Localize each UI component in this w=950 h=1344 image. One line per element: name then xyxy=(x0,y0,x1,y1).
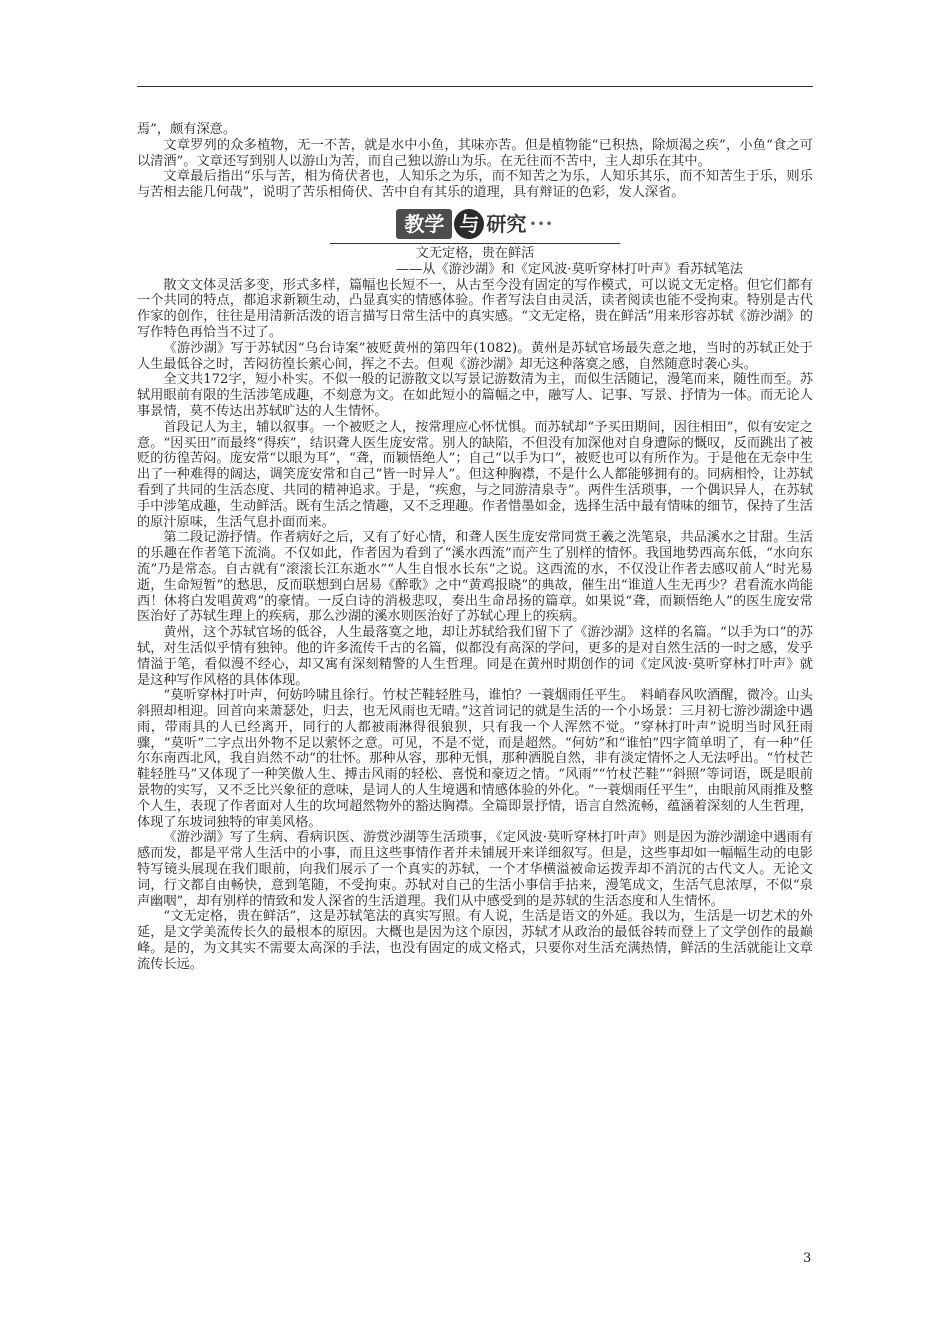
article-paragraph: 《游沙湖》写于苏轼因“乌台诗案”被贬黄州的第四年(1082)。黄州是苏轼官场最失意之地，当时的苏轼正处于人生最低谷之时，苦闷彷徨长萦心间，挥之不去。但观《游沙湖》却无这种落寞之感，自然随意时袭心头。 xyxy=(137,340,813,372)
banner-right-text: 研究 xyxy=(486,212,527,237)
article-paragraph: “文无定格，贵在鲜活”，这是苏轼笔法的真实写照。有人说，生活是语文的外延。我以为，生活是一切艺术的外延，是文学美流传长久的最根本的原因。大概也是因为这个原因，苏轼才从政治的最低谷转而登上了文学创作的最巅峰。是的，为文其实不需要太高深的手法，也没有固定的成文格式，只要你对生活充满热情，鲜活的生活就能让文章流传长远。 xyxy=(137,909,813,972)
article-subtitle: ——从《游沙湖》和《定风波·莫听穿林打叶声》看苏轼笔法 xyxy=(395,261,743,277)
section-banner xyxy=(137,208,813,246)
page-number: 3 xyxy=(803,1251,812,1266)
article-paragraph: 黄州，这个苏轼官场的低谷，人生最落寞之地，却让苏轼给我们留下了《游沙湖》这样的名篇。“以手为口”的苏轼，对生活似乎情有独钟。他的许多流传千古的名篇，似都没有高深的学问，更多的是对自然生活的一时之感，发乎情溢于笔，看似漫不经心，却又寓有深刻精警的人生哲理。同是在黄州时期创作的词《定风波·莫听穿林打叶声》就是这种写作风格的具体体现。 xyxy=(137,625,813,688)
article-paragraph: 全文共172字，短小朴实。不似一般的记游散文以写景记游数清为主，而似生活随记，漫笔而来，随性而至。苏轼用眼前有限的生活涉笔成趣，不刻意为文。在如此短小的篇幅之中，融写人、记事、写景、抒情为一体。而无论人事景情，莫不传达出苏轼旷达的人生情怀。 xyxy=(137,372,813,419)
article-paragraph: 首段记人为主，辅以叙事。一个被贬之人，按常理应心怀忧惧。而苏轼却“予买田期间，因往相田”，似有安定之意。“因买田”而最终“得疾”，结识聋人医生庞安常。别人的缺陷，不但没有加深他对自身遭际的慨叹，反而跳出了被贬的彷徨苦闷。庞安常“以眼为耳”，“聋，而颖悟绝人”；自己“以手为口”，被贬也可以有所作为。于是他在无奈中生出了一种难得的阔达，调笑庞安常和自己“皆一时异人”。但这种胸襟，不是什么人都能够拥有的。同病相怜，让苏轼看到了共同的生活态度、共同的精神追求。于是，“疾愈，与之同游清泉寺”。两件生活琐事，一个偶识异人，在苏轼手中涉笔成趣，生动鲜活。既有生活之情趣，又不乏理趣。作者惜墨如金，选择生活中最有情味的细节，保持了生活的原汁原味，生活气息扑面而来。 xyxy=(137,419,813,530)
header-rule xyxy=(137,86,813,87)
intro-paragraph: 文章罗列的众多植物，无一不苦，就是水中小鱼，其味亦苦。但是植物能“已积热，除烦渴之疾”，小鱼“食之可以清酒”。文章还写到别人以游山为苦，而自己独以游山为乐。在无往而不苦中，主人却乐在其中。 xyxy=(137,137,813,169)
article-paragraph: 第二段记游抒情。作者病好之后，又有了好心情，和聋人医生庞安常同赏王羲之洗笔泉，共品溪水之甘甜。生活的乐趣在作者笔下流淌。不仅如此，作者因为看到了“溪水西流”而产生了别样的情怀。我国地势西高东低，“水向东流”乃是常态。自古就有“滚滚长江东逝水”“人生自恨水长东”之说。这西流的水，不仅没让作者去感叹前人“时光易逝，生命短暂”的愁思，反而联想到白居易《醉歌》之中“黄鸡报晓”的典故，催生出“谁道人生无再少？君看流水尚能西！休将白发唱黄鸡”的豪情。一反白诗的消极悲叹，奏出生命昂扬的篇章。如果说“聋，而颖悟绝人”的医生庞安常医治好了苏轼生理上的疾病，那么沙湖的溪水则医治好了苏轼心理上的疾病。 xyxy=(137,530,813,625)
page-content xyxy=(137,122,813,973)
banner-dots: ••• xyxy=(529,216,554,231)
banner-circle-text: 与 xyxy=(454,209,484,239)
intro-paragraph: 焉”，颇有深意。 xyxy=(137,122,237,137)
article-paragraph: 《游沙湖》写了生病、看病识医、游赏沙湖等生活琐事，《定风波·莫听穿林打叶声》则是因为游沙湖途中遇雨有感而发，都是平常人生活中的小事，而且这些事情作者并未铺展开来详细叙写。但是，这些事却如一幅幅生动的电影特写镜头展现在我们眼前，向我们展示了一个真实的苏轼，一个才华横溢被命运拨弄却不消沉的古代文人。无论文词，行文都自由畅快，意到笔随，不受拘束。苏轼对自己的生活小事信手拈来，漫笔成文，生活气息浓厚，不似“泉声幽咽”，却有别样的情致和发人深省的生活道理。我们从中感受到的是苏轼的生活态度和人生情怀。 xyxy=(137,830,813,909)
article-title: 文无定格，贵在鲜活 xyxy=(415,245,535,261)
banner-left-text: 教学 xyxy=(396,209,452,239)
section-banner-inner xyxy=(330,209,620,244)
intro-paragraph: 文章最后指出“乐与苦，相为倚伏者也，人知乐之为乐，而不知苦之为乐，人知乐其乐，而不知苦生于乐，则乐与苦相去能几何哉”，说明了苦乐相倚伏、苦中自有其乐的道理，具有辩证的色彩，发人深省。 xyxy=(137,169,813,201)
article-paragraph: “莫听穿林打叶声，何妨吟啸且徐行。竹杖芒鞋轻胜马，谁怕？一蓑烟雨任平生。 料峭春风吹酒醒，微冷。山头斜照却相迎。回首向来萧瑟处，归去，也无风雨也无晴。”这首词记的就是生活的一个小场景：三月初七游沙湖途中遇雨，带雨具的人已经离开，同行的人都被雨淋得很狼狈，只有我一个人浑然不觉。“穿林打叶声”说明当时风狂雨骤，“莫听”二字点出外物不足以萦怀之意。可见，不是不觉，而是超然。“何妨”和“谁怕”四字简单明了，有一种“任尔东南西北风，我自岿然不动”的壮怀。那种从容，那种无惧，那种洒脱自然，非有淡定情怀之人无法呼出。“竹杖芒鞋轻胜马”又体现了一种笑傲人生、搏击风雨的轻松、喜悦和豪迈之情。“风雨”“竹杖芒鞋”“斜照”等词语，既是眼前景物的实写，又不乏比兴象征的意味，是词人的人生境遇和情感体验的外化。“一蓑烟雨任平生”，由眼前风雨推及整个人生，表现了作者面对人生的坎坷超然物外的豁达胸襟。全篇即景抒情，语言自然流畅，蕴涵着深刻的人生哲理，体现了东坡词独特的审美风格。 xyxy=(137,688,813,830)
article-paragraph: 散文文体灵活多变，形式多样，篇幅也长短不一，从古至今没有固定的写作模式，可以说文无定格。但它们都有一个共同的特点，都追求新颖生动，凸显真实的情感体验。作者写法自由灵活，读者阅读也能不受拘束。特别是古代作家的创作，往往是用清新活泼的语言描写日常生活中的真实感。“文无定格，贵在鲜活”用来形容苏轼《游沙湖》的写作特色再恰当不过了。 xyxy=(137,277,813,340)
